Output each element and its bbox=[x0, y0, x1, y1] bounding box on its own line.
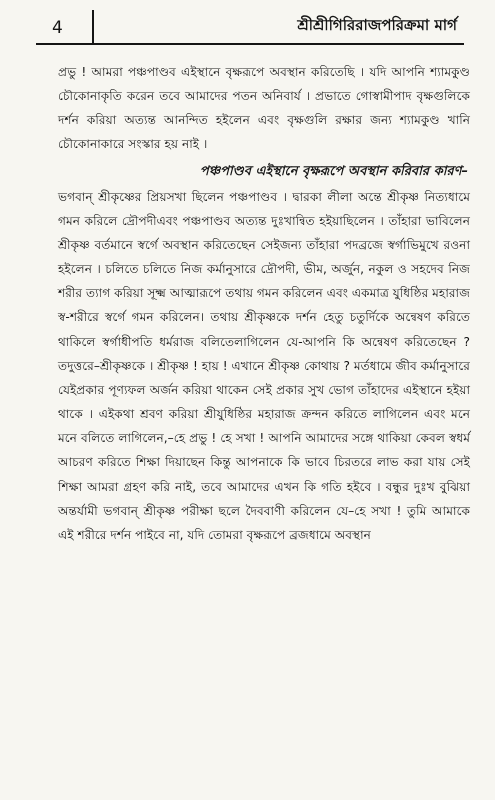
header-divider bbox=[92, 10, 94, 44]
paragraph-1: প্রভু ! আমরা পঞ্চপাণ্ডব এইস্থানে বৃক্ষরূপে অবস্থান করিতেছি । যদি আপনি শ্যামকুণ্ড চৌকোনাকৃতি করেন তবে আমাদের পতন অনিবার্য । প্রভাতে গোস্বামীপাদ বৃক্ষগুলিকে দর্শন করিয়া অত্যন্ত আনন্দিত হইলেন এবং বৃক্ষগুলি রক্ষার জন্য শ্যামকুণ্ড খানি চৌকোনাকারে সংস্কার হয় নাই । bbox=[58, 65, 470, 152]
body-text bbox=[58, 60, 470, 547]
paragraph-2: ভগবান্ শ্রীকৃষ্ণের প্রিয়সখা ছিলেন পঞ্চপাণ্ডব । দ্বারকা লীলা অন্তে শ্রীকৃষ্ণ নিত্যধামে গমন করিলে দ্রৌপদীএবং পঞ্চপাণ্ডব অত্যন্ত দুঃখান্বিত হইয়াছিলেন । তাঁহারা ভাবিলেন শ্রীকৃষ্ণ বর্তমানে স্বর্গে অবস্থান করিতেছেন সেইজন্য তাঁহারা পদব্রজে স্বর্গাভিমুখে রওনা হইলেন । চলিতে চলিতে নিজ কর্মানুসারে দ্রৌপদী, ভীম, অর্জুন, নকুল ও সহদেব নিজ শরীর ত্যাগ করিয়া সূক্ষ্ম আত্মারূপে তথায় গমন করিলেন এবং একমাত্র যুধিষ্ঠির মহারাজ স্ব-শরীরে স্বর্গে গমন করিলেন। তথায় শ্রীকৃষ্ণকে দর্শন হেতু চতুর্দিকে অন্বেষণ করিতে থাকিলে স্বর্গাধীপতি ধর্মরাজ বলিতেলাগিলেন যে-আপনি কি অন্বেষণ করিতেছেন ? তদুত্তরে–শ্রীকৃষ্ণকে । শ্রীকৃষ্ণ ! হায় ! এখানে শ্রীকৃষ্ণ কোথায় ? মর্তধামে জীব কর্মানুসারে যেইপ্রকার পূণ্যফল অর্জন করিয়া থাকেন সেই প্রকার সুখ ভোগ তাঁহাদের এইস্থানে হইয়া থাকে । এইকথা শ্রবণ করিয়া শ্রীযুধিষ্ঠির মহারাজ ক্রন্দন করিতে লাগিলেন এবং মনে মনে বলিতে লাগিলেন,–হে প্রভু ! হে সখা ! আপনি আমাদের সঙ্গে থাকিয়া কেবল স্বধর্ম আচরণ করিতে শিক্ষা দিয়াছেন কিন্তু আপনাকে কি ভাবে চিরতরে লাভ করা যায় সেই শিক্ষা আমরা গ্রহণ করি নাই, তবে আমাদের এখন কি গতি হইবে । বন্ধুর দুঃখ বুঝিয়া অন্তর্যামী ভগবান্ শ্রীকৃষ্ণ পরীক্ষা ছলে দৈববাণী করিলেন যে–হে সখা ! তুমি আমাকে এই শরীরে দর্শন পাইবে না, যদি তোমরা বৃক্ষরূপে ব্রজধামে অবস্থান bbox=[58, 189, 470, 542]
header-rule bbox=[36, 43, 464, 45]
page-header bbox=[0, 0, 495, 46]
page-number: 4 bbox=[52, 18, 63, 38]
section-heading: পঞ্চপাণ্ডব এইস্থানে বৃক্ষরূপে অবস্থান করিবার কারণ– bbox=[199, 163, 468, 179]
running-title: শ্রীশ্রীগিরিরাজপরিক্রমা মার্গ bbox=[297, 16, 457, 34]
